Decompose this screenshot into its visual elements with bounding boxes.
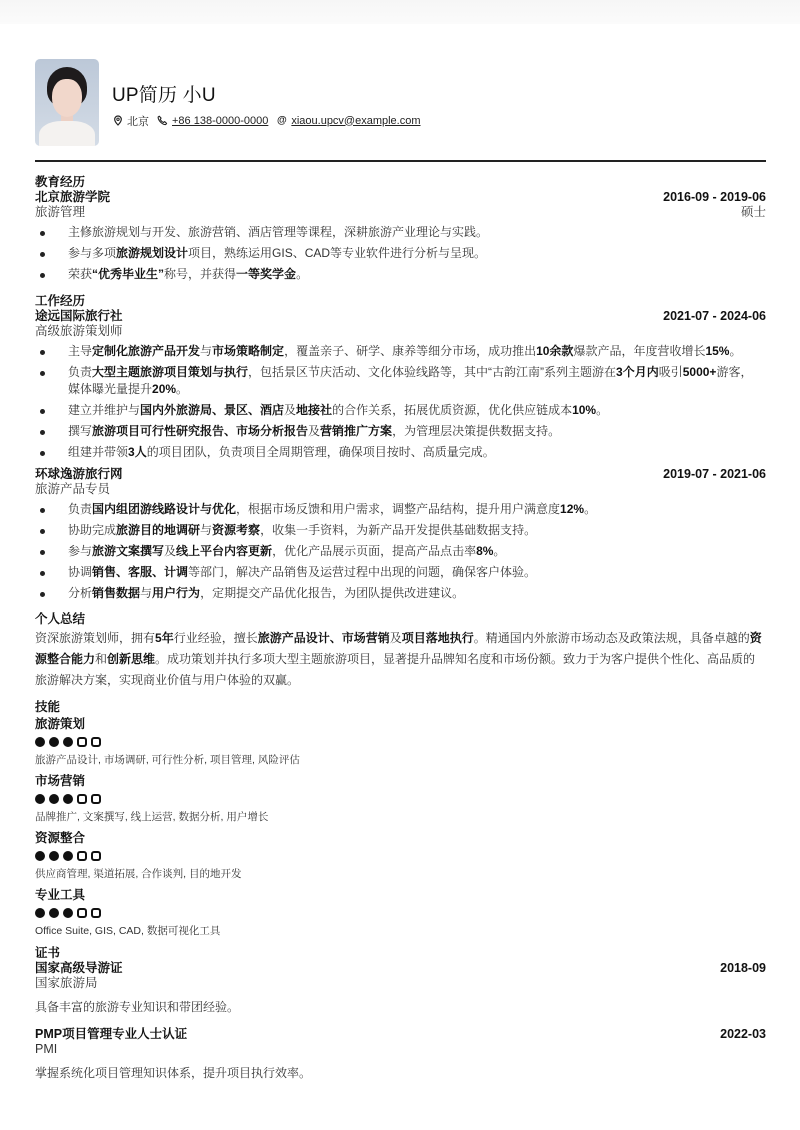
bullet-list — [35, 224, 766, 283]
highlight-text: 资源考察 — [212, 523, 261, 537]
work-section — [35, 294, 766, 602]
company-name: 途远国际旅行社 — [35, 309, 123, 323]
bullet-item: 协助完成旅游目的地调研与资源考察，收集一手资料，为新产品开发提供基础数据支持。 — [35, 522, 766, 539]
resume-header — [35, 58, 766, 146]
section-title: 证书 — [35, 946, 61, 960]
highlight-text: 大型主题旅游项目策划与执行 — [92, 365, 249, 379]
bullet-list — [35, 501, 766, 602]
section-title: 教育经历 — [35, 175, 86, 189]
empty-dot-icon — [91, 851, 101, 861]
avatar — [35, 59, 99, 146]
highlight-text: “优秀毕业生” — [92, 267, 165, 281]
highlight-text: 国内外旅游局、景区、酒店 — [140, 403, 285, 417]
filled-dot-icon — [35, 908, 45, 918]
school-name: 北京旅游学院 — [35, 190, 111, 204]
highlight-text: 销售、客服、计调 — [92, 565, 189, 579]
filled-dot-icon — [63, 908, 73, 918]
skill-item — [35, 773, 766, 824]
contact-phone — [157, 115, 268, 127]
skill-item — [35, 887, 766, 938]
certificate-issuer — [35, 1042, 766, 1057]
bullet-item: 分析销售数据与用户行为，定期提交产品优化报告，为团队提供改进建议。 — [35, 585, 766, 602]
highlight-text: 10余款 — [536, 344, 574, 358]
section-title: 技能 — [35, 700, 61, 714]
highlight-text: 项目落地执行 — [401, 631, 474, 645]
filled-dot-icon — [63, 737, 73, 747]
candidate-name: UP简历 小U — [112, 84, 216, 106]
skill-keywords: 品牌推广, 文案撰写, 线上运营, 数据分析, 用户增长 — [35, 811, 269, 823]
certificate-header — [35, 1027, 766, 1042]
avatar-face — [52, 79, 82, 117]
skill-level-rating — [35, 851, 766, 861]
work-entry — [35, 309, 766, 461]
contact-row — [112, 113, 429, 129]
certificate-name: PMP项目管理专业人士认证 — [35, 1027, 188, 1041]
bullet-item: 组建并带领3人的项目团队，负责项目全周期管理，确保项目按时、高质量完成。 — [35, 444, 766, 461]
certificate-entry — [35, 1027, 766, 1081]
highlight-text: 10% — [572, 403, 597, 417]
skill-level-rating — [35, 908, 766, 918]
entry-header — [35, 467, 766, 482]
entry-subheader — [35, 205, 766, 220]
bullet-item: 荣获“优秀毕业生”称号，并获得一等奖学金。 — [35, 266, 766, 283]
highlight-text: 资源整合能力 — [35, 631, 762, 666]
location-text: 北京 — [127, 115, 149, 128]
header-info — [112, 80, 429, 129]
entry-header — [35, 309, 766, 324]
highlight-text: 一等奖学金 — [236, 267, 297, 281]
skill-item — [35, 716, 766, 767]
entry-dates: 2021-07 - 2024-06 — [663, 309, 766, 323]
resume-page — [35, 58, 766, 1089]
skill-name: 旅游策划 — [35, 717, 86, 731]
certificate-issuer — [35, 976, 766, 991]
bullet-item: 主导定制化旅游产品开发与市场策略制定，覆盖亲子、研学、康养等细分市场，成功推出10余款爆款产品，年度营收增长15%。 — [35, 343, 766, 360]
degree: 硕士 — [740, 205, 766, 219]
highlight-text: 旅游文案撰写 — [92, 544, 165, 558]
highlight-text: 旅游规划设计 — [116, 246, 189, 260]
work-entry — [35, 467, 766, 602]
highlight-text: 20% — [152, 382, 177, 396]
empty-dot-icon — [77, 737, 87, 747]
company-name: 环球逸游旅行网 — [35, 467, 123, 481]
job-role: 高级旅游策划师 — [35, 324, 123, 338]
contact-email — [276, 115, 420, 127]
certificate-entry — [35, 961, 766, 1015]
highlight-text: 12% — [560, 502, 585, 516]
filled-dot-icon — [49, 794, 59, 804]
email-link[interactable]: xiaou.upcv@example.com — [291, 114, 421, 127]
certificate-name: 国家高级导游证 — [35, 961, 123, 975]
filled-dot-icon — [35, 794, 45, 804]
bullet-item: 主修旅游规划与开发、旅游营销、酒店管理等课程，深耕旅游产业理论与实践。 — [35, 224, 766, 241]
top-bar — [0, 0, 800, 24]
highlight-text: 线上平台内容更新 — [176, 544, 273, 558]
entry-header — [35, 190, 766, 205]
entry-subheader — [35, 482, 766, 497]
certificates-section — [35, 946, 766, 1081]
bullet-item: 撰写旅游项目可行性研究报告、市场分析报告及营销推广方案，为管理层决策提供数据支持。 — [35, 423, 766, 440]
skills-section — [35, 700, 766, 938]
skill-name: 市场营销 — [35, 774, 86, 788]
phone-icon — [157, 115, 168, 126]
major: 旅游管理 — [35, 205, 86, 219]
entry-subheader — [35, 324, 766, 339]
map-pin-icon — [112, 115, 123, 126]
highlight-text: 15% — [705, 344, 730, 358]
highlight-text: 旅游目的地调研 — [116, 523, 201, 537]
skill-keywords: 旅游产品设计, 市场调研, 可行性分析, 项目管理, 风险评估 — [35, 754, 300, 766]
filled-dot-icon — [35, 737, 45, 747]
filled-dot-icon — [63, 851, 73, 861]
skill-name: 资源整合 — [35, 831, 86, 845]
bullet-list — [35, 343, 766, 461]
highlight-text: 定制化旅游产品开发 — [92, 344, 201, 358]
job-role: 旅游产品专员 — [35, 482, 111, 496]
header-divider — [35, 160, 766, 162]
empty-dot-icon — [91, 908, 101, 918]
empty-dot-icon — [77, 851, 87, 861]
at-icon: @ — [276, 115, 287, 126]
highlight-text: 市场策略制定 — [212, 344, 285, 358]
certificate-header — [35, 961, 766, 976]
summary-section — [35, 612, 766, 691]
filled-dot-icon — [35, 851, 45, 861]
bullet-item: 参与旅游文案撰写及线上平台内容更新，优化产品展示页面，提高产品点击率8%。 — [35, 543, 766, 560]
highlight-text: 地接社 — [296, 403, 333, 417]
highlight-text: 5000+ — [682, 365, 717, 379]
education-section — [35, 175, 766, 283]
highlight-text: 营销推广方案 — [320, 424, 393, 438]
summary-text: 资深旅游策划师，拥有5年行业经验，擅长旅游产品设计、市场营销及项目落地执行。精通国内外旅游市场动态及政策法规，具备卓越的资源整合能力和创新思维。成功策划并执行多项大型主题旅游项目，显著提升品牌知名度和市场份额。致力于为客户提供个性化、高品质的旅游解决方案，实现商业价值与用户体验的双赢。 — [35, 631, 762, 687]
bullet-item: 协调销售、客服、计调等部门，解决产品销售及运营过程中出现的问题，确保客户体验。 — [35, 564, 766, 581]
bullet-item: 负责大型主题旅游项目策划与执行，包括景区节庆活动、文化体验线路等，其中“古韵江南”系列主题游在3个月内吸引5000+游客，媒体曝光量提升20%。 — [35, 364, 766, 398]
education-entry — [35, 190, 766, 283]
certificate-description: 具备丰富的旅游专业知识和带团经验。 — [35, 1000, 240, 1014]
bullet-item: 负责国内组团游线路设计与优化，根据市场反馈和用户需求，调整产品结构，提升用户满意度12%。 — [35, 501, 766, 518]
empty-dot-icon — [77, 908, 87, 918]
highlight-text: 旅游产品设计、市场营销 — [257, 631, 390, 645]
issuer-text: PMI — [35, 1042, 58, 1056]
avatar-body — [39, 121, 95, 146]
skill-keywords: Office Suite, GIS, CAD, 数据可视化工具 — [35, 925, 221, 937]
highlight-text: 3个月内 — [616, 365, 659, 379]
filled-dot-icon — [49, 851, 59, 861]
entry-dates: 2019-07 - 2021-06 — [663, 467, 766, 481]
highlight-text: 5年 — [155, 631, 174, 645]
skills-list — [35, 716, 766, 938]
empty-dot-icon — [91, 737, 101, 747]
empty-dot-icon — [91, 794, 101, 804]
highlight-text: 旅游项目可行性研究报告、市场分析报告 — [92, 424, 309, 438]
highlight-text: 8% — [476, 544, 494, 558]
certificate-description: 掌握系统化项目管理知识体系，提升项目执行效率。 — [35, 1066, 312, 1080]
phone-link[interactable]: +86 138-0000-0000 — [172, 114, 269, 127]
certificate-date: 2022-03 — [720, 1027, 766, 1041]
bullet-item: 参与多项旅游规划设计项目，熟练运用GIS、CAD等专业软件进行分析与呈现。 — [35, 245, 766, 262]
highlight-text: 用户行为 — [152, 586, 201, 600]
highlight-text: 3人 — [128, 445, 147, 459]
highlight-text: 国内组团游线路设计与优化 — [92, 502, 237, 516]
issuer-text: 国家旅游局 — [35, 976, 98, 990]
filled-dot-icon — [63, 794, 73, 804]
filled-dot-icon — [49, 908, 59, 918]
bullet-item: 建立并维护与国内外旅游局、景区、酒店及地接社的合作关系，拓展优质资源，优化供应链成本10%。 — [35, 402, 766, 419]
skill-item — [35, 830, 766, 881]
filled-dot-icon — [49, 737, 59, 747]
section-title: 个人总结 — [35, 612, 86, 626]
highlight-text: 创新思维 — [107, 652, 156, 666]
skill-name: 专业工具 — [35, 888, 86, 902]
skill-level-rating — [35, 737, 766, 747]
section-title: 工作经历 — [35, 294, 86, 308]
empty-dot-icon — [77, 794, 87, 804]
highlight-text: 销售数据 — [92, 586, 141, 600]
skill-level-rating — [35, 794, 766, 804]
entry-dates: 2016-09 - 2019-06 — [663, 190, 766, 204]
certificate-date: 2018-09 — [720, 961, 766, 975]
contact-location — [112, 113, 149, 129]
skill-keywords: 供应商管理, 渠道拓展, 合作谈判, 目的地开发 — [35, 868, 242, 880]
